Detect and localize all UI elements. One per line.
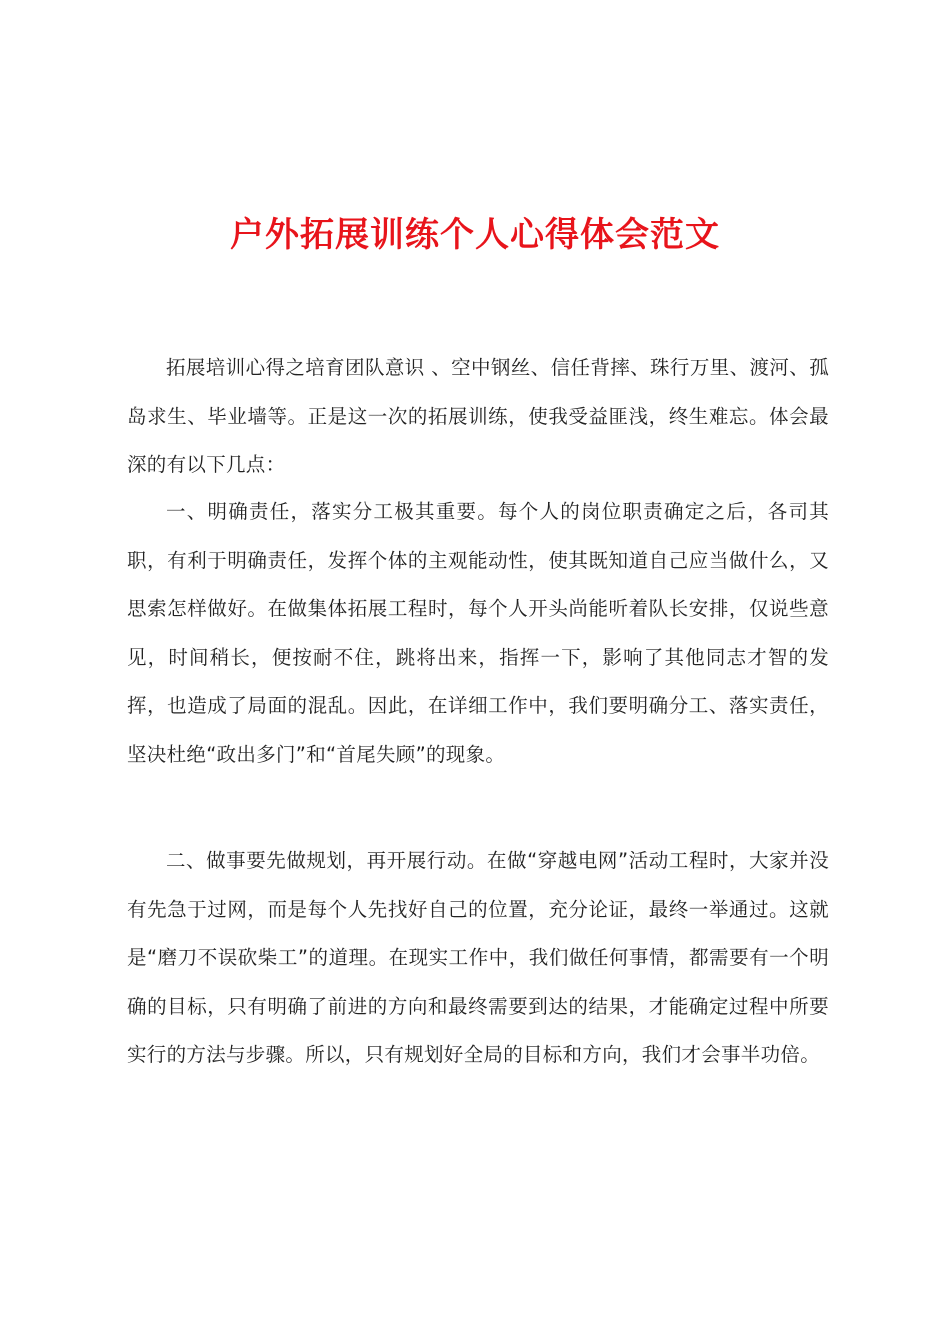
paragraph-point-one: 一、明确责任，落实分工极其重要。每个人的岗位职责确定之后，各司其职，有利于明确责任，发挥个体的主观能动性，使其既知道自己应当做什么，又思索怎样做好。在做集体拓展工程时，每个人开头尚能听着队长安排，仅说些意见，时间稍长，便按耐不住，跳将出来，指挥一下，影响了其他同志才智的发挥，也造成了局面的混乱。因此，在详细工作中，我们要明确分工、落实责任，坚决杜绝“政出多门”和“首尾失顾”的现象。 (127, 500, 829, 766)
paragraph-point-two: 二、做事要先做规划，再开展行动。在做“穿越电网”活动工程时，大家并没有先急于过网，而是每个人先找好自己的位置，充分论证，最终一举通过。这就是“磨刀不误砍柴工”的道理。在现实工作中，我们做任何事情，都需要有一个明确的目标，只有明确了前进的方向和最终需要到达的结果，才能确定过程中所要实行的方法与步骤。所以，只有规划好全局的目标和方向，我们才会事半功倍。 (127, 849, 829, 1066)
document-title: 户外拓展训练个人心得体会范文 (230, 215, 720, 255)
paragraph-intro: 拓展培训心得之培育团队意识 、空中钢丝、信任背摔、珠行万里、渡河、孤岛求生、毕业墙等。正是这一次的拓展训练，使我受益匪浅，终生难忘。体会最深的有以下几点： (127, 356, 829, 476)
